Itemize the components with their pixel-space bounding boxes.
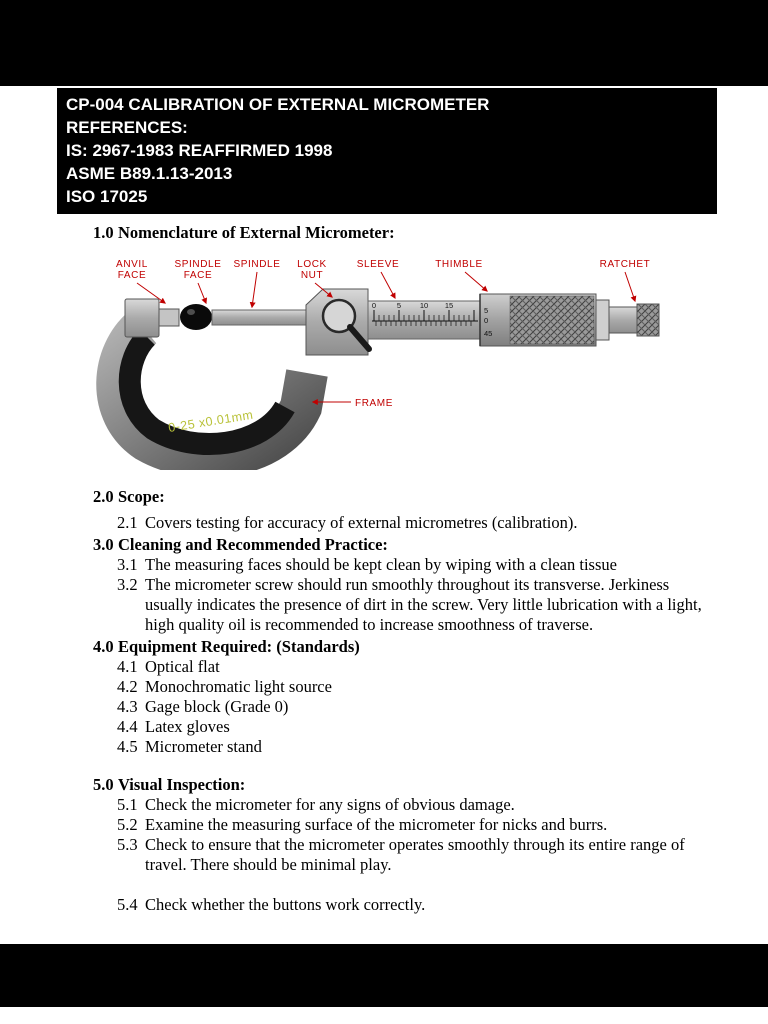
clause-text: The measuring faces should be kept clean by wiping with a clean tissue [145, 555, 617, 574]
document-page [0, 86, 768, 944]
clause-number: 5.4 [117, 895, 138, 914]
clause-number: 4.2 [117, 677, 138, 696]
clause-text: Examine the measuring surface of the micrometer for nicks and burrs. [145, 815, 608, 834]
arrow-sleeve [381, 272, 395, 298]
clause-5-4 [117, 895, 717, 915]
sleeve-scale-15: 15 [444, 301, 454, 310]
label-thimble: THIMBLE [435, 259, 483, 270]
sleeve-scale-5: 5 [396, 301, 402, 310]
clause-4-2 [117, 677, 717, 697]
clause-number: 2.1 [117, 513, 138, 532]
clause-number: 4.1 [117, 657, 138, 676]
header-references-label: REFERENCES: [66, 118, 188, 137]
header-reference-is: IS: 2967-1983 REAFFIRMED 1998 [66, 141, 333, 160]
ratchet-knurled-cap [637, 304, 659, 336]
clause-text: Micrometer stand [145, 737, 262, 756]
frame-range-marking: 0-25 x0.01mm [167, 407, 255, 435]
clause-text: Monochromatic light source [145, 677, 332, 696]
clause-text: Optical flat [145, 657, 220, 676]
viewer-background-top [0, 0, 768, 86]
document-body [57, 223, 717, 915]
section-heading-5-0 [93, 775, 717, 795]
label-anvil-face-line2: FACE [117, 270, 147, 281]
clause-text: Latex gloves [145, 717, 230, 736]
viewer-background-bottom [0, 944, 768, 1007]
clause-5-2 [117, 815, 717, 835]
clause-3-1 [117, 555, 717, 575]
label-spindle-face-line2: FACE [183, 270, 213, 281]
section-heading-3-0 [93, 535, 717, 555]
clause-3-2 [117, 575, 717, 635]
clause-text: Gage block (Grade 0) [145, 697, 289, 716]
thimble-vernier-5: 5 [484, 306, 489, 315]
clause-number: 3.1 [117, 555, 138, 574]
header-title: CP-004 CALIBRATION OF EXTERNAL MICROMETER [66, 95, 490, 114]
label-spindle-face-line1: SPINDLE [174, 259, 222, 270]
section-heading-4-0 [93, 637, 717, 657]
clause-number: 4.5 [117, 737, 138, 756]
label-frame: FRAME [355, 398, 393, 409]
clause-text: Equipment Required: (Standards) [118, 637, 360, 656]
clause-text: Visual Inspection: [118, 775, 246, 794]
thimble-knurling [510, 296, 594, 344]
clause-number: 1.0 [93, 223, 114, 242]
ratchet-step-ring [596, 300, 609, 340]
micrometer-diagram [85, 255, 717, 475]
clause-text: Covers testing for accuracy of external micrometres (calibration). [145, 513, 578, 532]
sleeve-scale-10: 10 [419, 301, 429, 310]
clause-text: Scope: [118, 487, 165, 506]
micrometer-figure [85, 255, 675, 470]
clause-number: 5.0 [93, 775, 114, 794]
arrow-ratchet [625, 272, 635, 301]
section-heading-2-0 [93, 487, 717, 507]
label-anvil-face-line1: ANVIL [116, 259, 148, 270]
thimble-vernier-0: 0 [484, 316, 489, 325]
measured-ball [180, 304, 212, 330]
arrow-thimble [465, 272, 487, 291]
clause-4-1 [117, 657, 717, 677]
header-reference-iso: ISO 17025 [66, 187, 148, 206]
clause-number: 2.0 [93, 487, 114, 506]
label-lock-nut-line2: NUT [300, 270, 324, 281]
section-heading-1-0 [93, 223, 717, 243]
clause-text: Check the micrometer for any signs of obvious damage. [145, 795, 515, 814]
clause-number: 4.3 [117, 697, 138, 716]
next-page-top-edge [0, 1007, 768, 1024]
anvil-block [125, 299, 159, 337]
clause-4-5 [117, 737, 717, 757]
document-header [57, 88, 717, 214]
label-lock-nut-line1: LOCK [297, 259, 327, 270]
clause-text: The micrometer screw should run smoothly throughout its transverse. Jerkiness usually indicates the presence of dirt in the screw. Very little lubrication with a light, high quality oil is recommended to increase smoothness of traverse. [145, 575, 702, 634]
clause-number: 3.0 [93, 535, 114, 554]
thimble-vernier-45: 45 [484, 329, 493, 338]
sleeve-scale-0: 0 [371, 301, 377, 310]
clause-number: 5.3 [117, 835, 138, 854]
clause-4-3 [117, 697, 717, 717]
clause-2-1 [117, 513, 717, 533]
clause-5-1 [117, 795, 717, 815]
label-sleeve: SLEEVE [356, 259, 400, 270]
clause-5-3 [117, 835, 717, 875]
clause-number: 3.2 [117, 575, 138, 594]
clause-number: 4.0 [93, 637, 114, 656]
clause-text: Cleaning and Recommended Practice: [118, 535, 388, 554]
clause-number: 4.4 [117, 717, 138, 736]
label-ratchet: RATCHET [599, 259, 651, 270]
clause-text: Nomenclature of External Micrometer: [118, 223, 395, 242]
clause-number: 5.2 [117, 815, 138, 834]
clause-text: Check whether the buttons work correctly. [145, 895, 426, 914]
label-spindle: SPINDLE [233, 259, 281, 270]
clause-text: Check to ensure that the micrometer operates smoothly through its entire range of travel. There should be minimal play. [145, 835, 685, 874]
clause-4-4 [117, 717, 717, 737]
ratchet-shaft [609, 307, 637, 333]
arrow-spindle-face [198, 283, 206, 303]
clause-number: 5.1 [117, 795, 138, 814]
anvil-tip [159, 309, 179, 326]
arrow-spindle [252, 272, 257, 307]
header-reference-asme: ASME B89.1.13-2013 [66, 164, 233, 183]
spindle-rod [212, 310, 308, 325]
ball-highlight [187, 309, 195, 315]
